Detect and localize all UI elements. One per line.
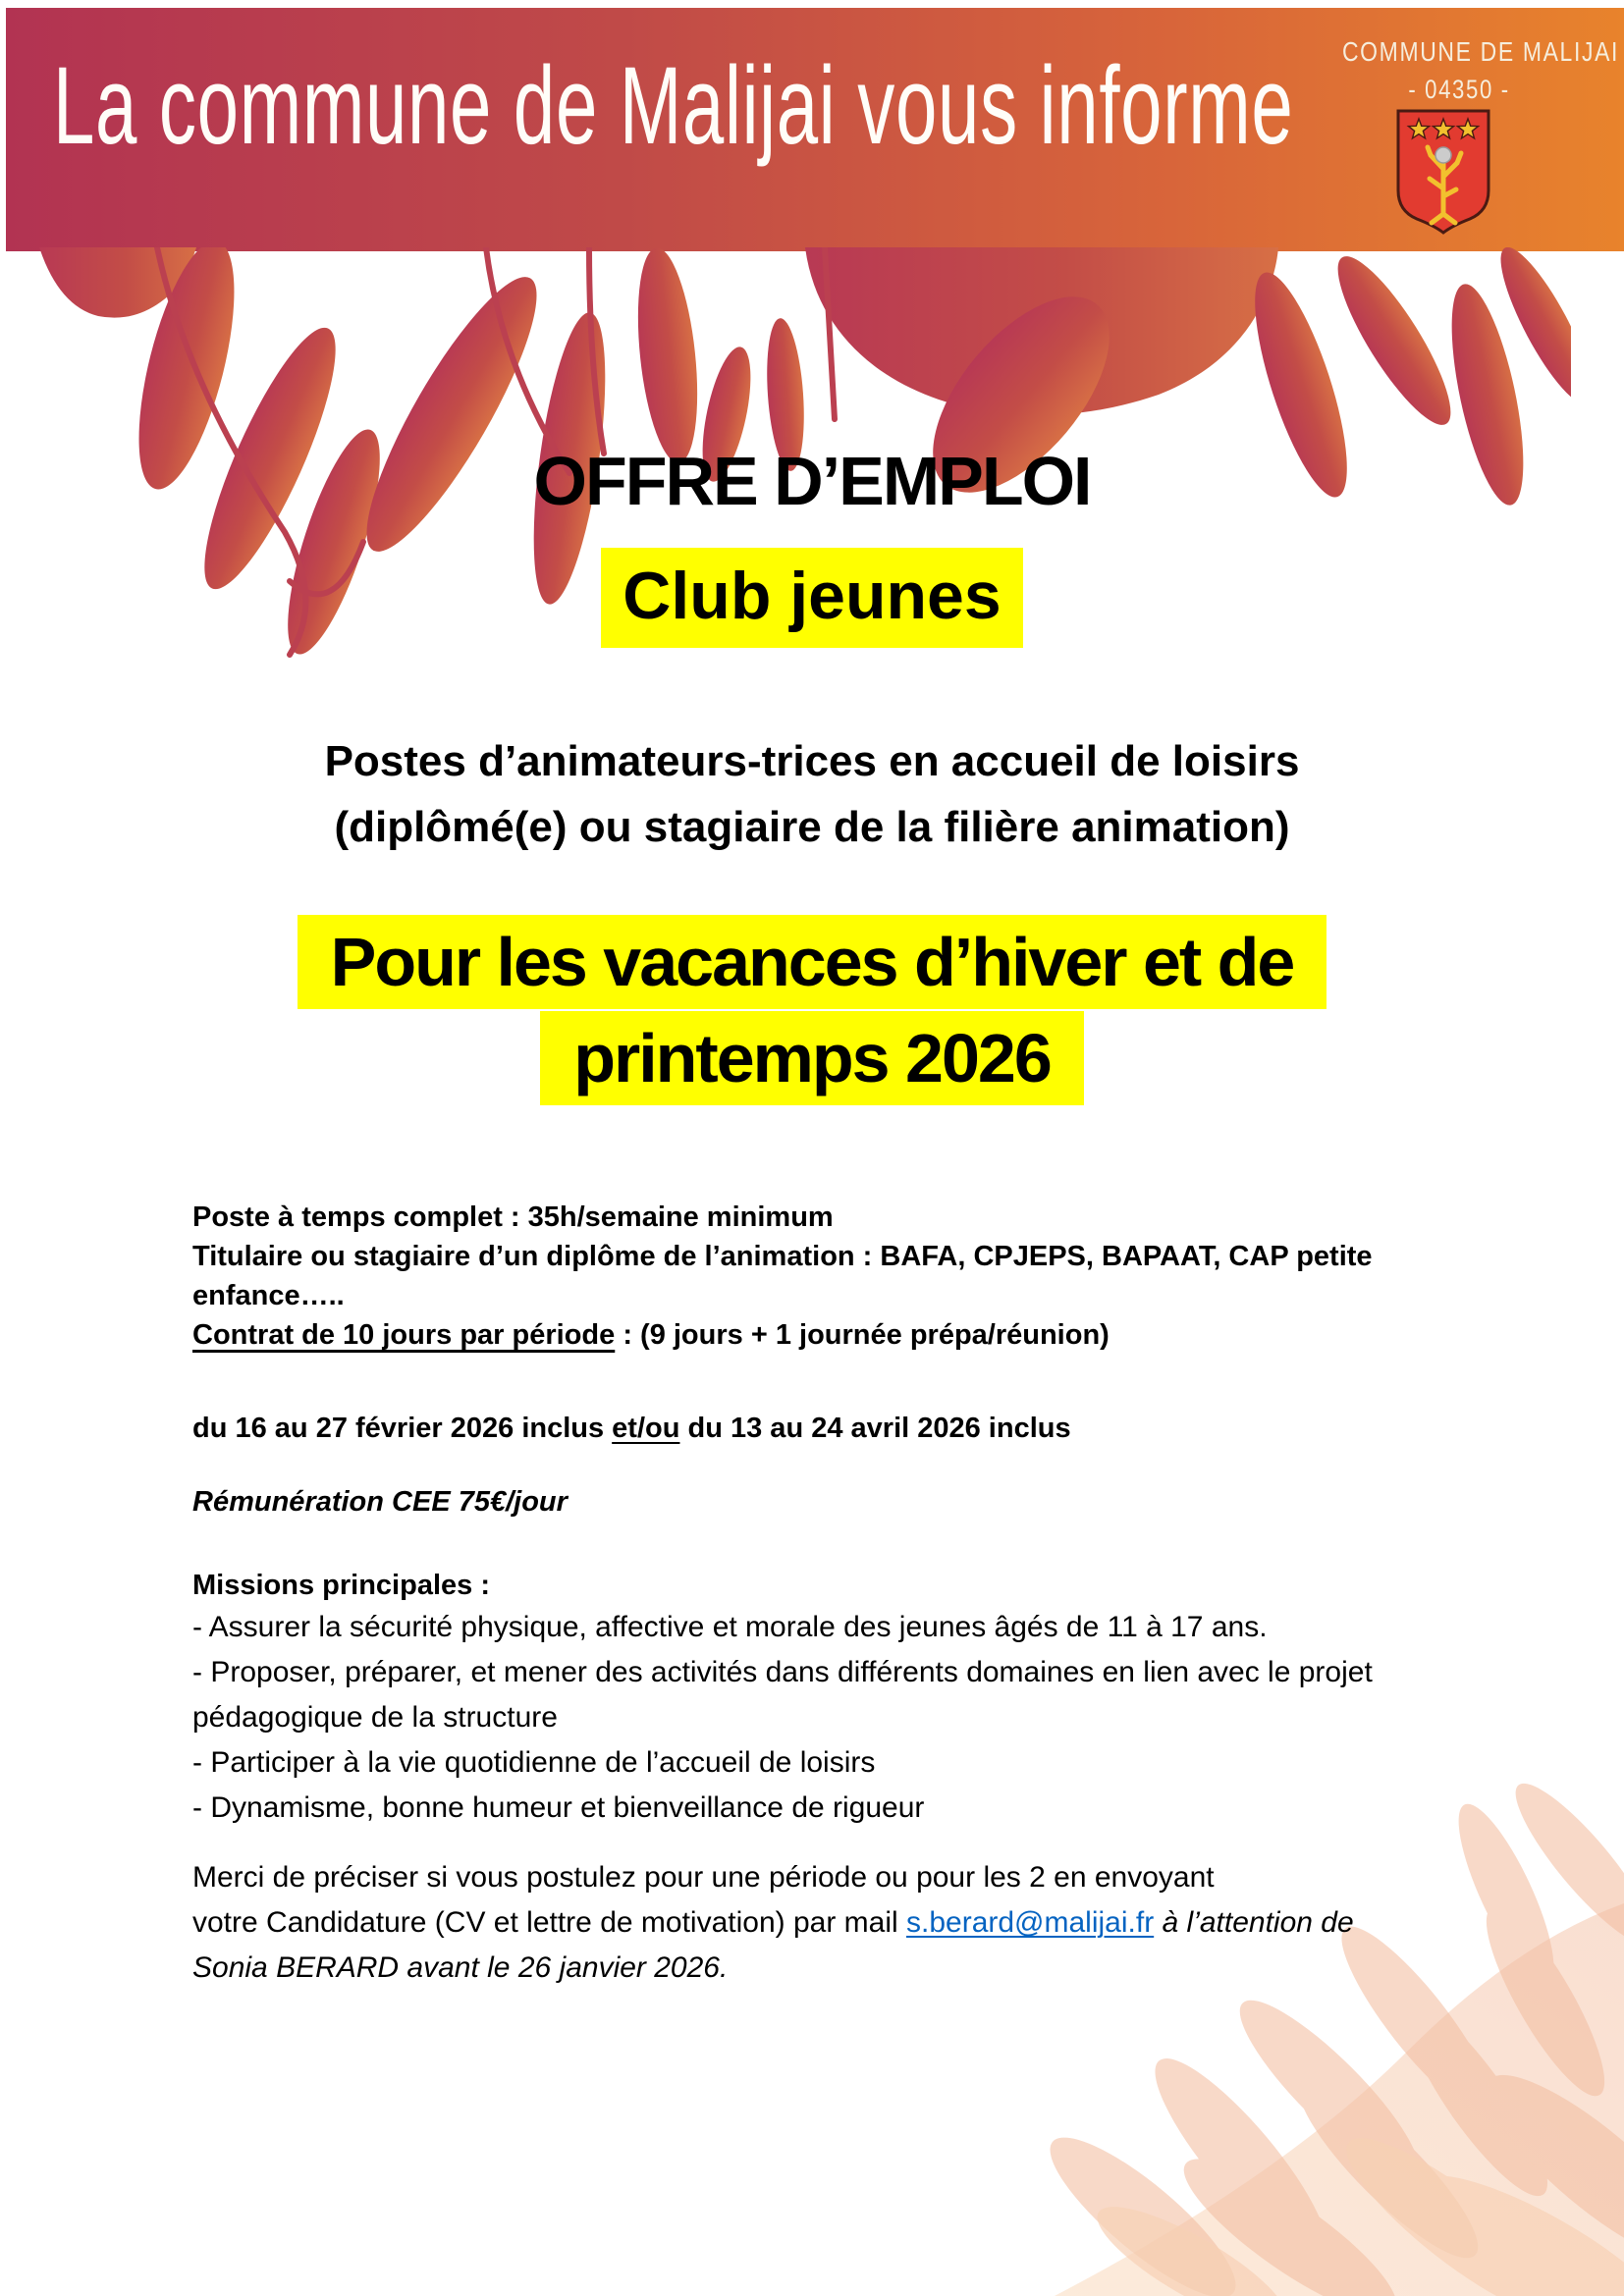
commune-name: COMMUNE DE MALIJAI — [1341, 36, 1620, 67]
period-title — [0, 915, 1624, 1107]
remuneration-line: Rémunération CEE 75€/jour — [192, 1486, 568, 1518]
mission-item: - Proposer, préparer, et mener des activités dans différents domaines en lien avec le projet — [192, 1656, 1373, 1688]
contact-line2: votre Candidature (CV et lettre de motivation) par mail s.berard@malijai.fr à l’attention de — [192, 1906, 1354, 1939]
poste-line: Poste à temps complet : 35h/semaine minimum — [192, 1201, 834, 1233]
club-jeunes-row — [0, 548, 1624, 648]
shield-cotton-boll — [1435, 147, 1451, 163]
page-title: OFFRE D’EMPLOI — [533, 443, 1091, 519]
banner-headline-text: La commune de Malijai vous informe — [53, 44, 1294, 167]
dates-line: du 16 au 27 février 2026 inclus et/ou du 13 au 24 avril 2026 inclus — [192, 1413, 1071, 1444]
enfance-line: enfance….. — [192, 1280, 345, 1311]
period-title-line1: Pour les vacances d’hiver et de — [298, 915, 1327, 1009]
header-banner — [6, 8, 1624, 251]
email-link[interactable]: s.berard@malijai.fr — [906, 1906, 1155, 1939]
missions-list — [192, 1605, 1567, 1831]
body-text — [192, 1198, 1567, 1991]
contact-line1: Merci de préciser si vous postulez pour une période ou pour les 2 en envoyant — [192, 1861, 1215, 1894]
period-title-line2: printemps 2026 — [540, 1011, 1084, 1105]
commune-label — [1312, 35, 1620, 104]
titulaire-line: Titulaire ou stagiaire d’un diplôme de l’animation : BAFA, CPJEPS, BAPAAT, CAP petite — [192, 1241, 1373, 1272]
post-description — [0, 728, 1624, 860]
post-description-line2: (diplômé(e) ou stagiaire de la filière animation) — [334, 803, 1290, 851]
dates-paragraph — [192, 1409, 1567, 1448]
mission-item: pédagogique de la structure — [192, 1701, 558, 1734]
club-jeunes-highlight: Club jeunes — [601, 548, 1022, 648]
coat-of-arms-icon — [1394, 108, 1492, 236]
commune-postcode: - 04350 - — [1408, 75, 1510, 104]
remuneration-paragraph — [192, 1482, 1567, 1522]
mission-item: - Assurer la sécurité physique, affective et morale des jeunes âgés de 11 à 17 ans. — [192, 1611, 1268, 1643]
contact-line3: Sonia BERARD avant le 26 janvier 2026. — [192, 1951, 729, 1984]
missions-title: Missions principales : — [192, 1570, 490, 1601]
dates-underlined: et/ou — [612, 1413, 680, 1444]
contact-paragraph — [192, 1855, 1567, 1991]
mission-item: - Dynamisme, bonne humeur et bienveillance de rigueur — [192, 1791, 925, 1824]
conditions-paragraph — [192, 1198, 1567, 1355]
post-description-line1: Postes d’animateurs-trices en accueil de loisirs — [324, 737, 1300, 785]
mission-item: - Participer à la vie quotidienne de l’accueil de loisirs — [192, 1746, 876, 1779]
contrat-underlined: Contrat de 10 jours par période — [192, 1319, 616, 1351]
contrat-line: Contrat de 10 jours par période : (9 jours + 1 journée prépa/réunion) — [192, 1319, 1110, 1351]
